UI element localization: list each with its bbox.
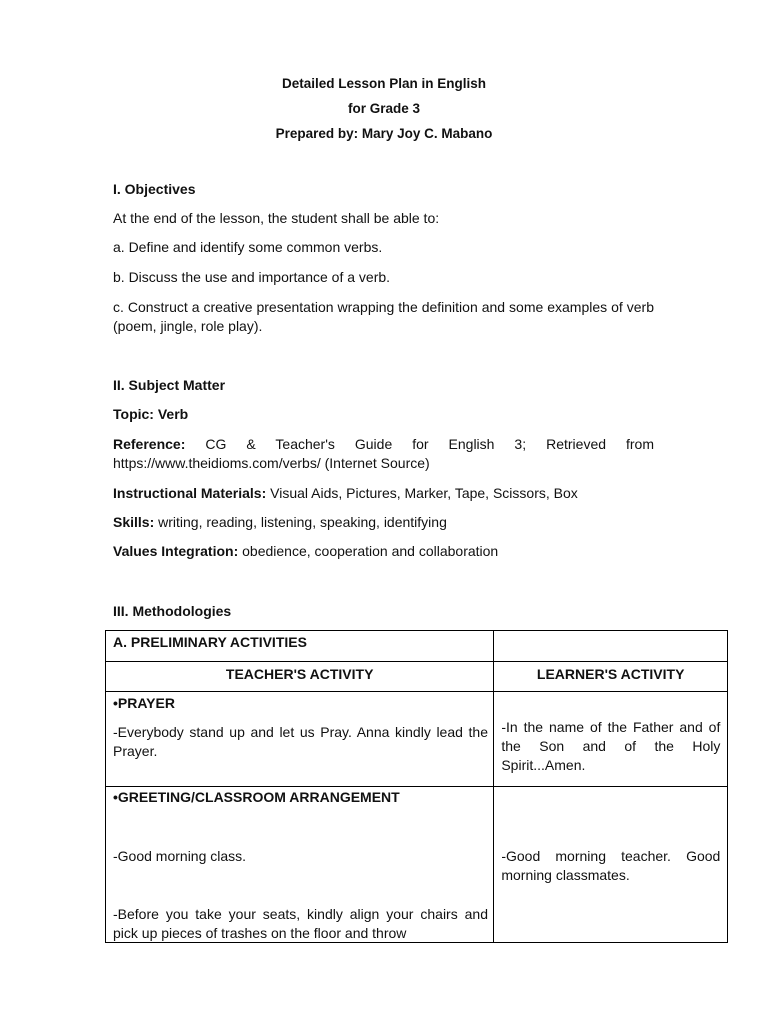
skills-text: writing, reading, listening, speaking, identifying [154,514,447,530]
table-cell [106,662,494,692]
table-cell [106,692,494,787]
skills-label: Skills: [113,514,155,530]
skills [113,513,654,532]
objective-item: a. Define and identify some common verbs. [113,239,383,255]
reference [113,435,654,473]
prayer-teacher-text: -Everybody stand up and let us Pray. Anna kindly lead the Prayer. [113,724,488,759]
table-row [106,631,728,662]
document-title: Detailed Lesson Plan in English [281,76,487,91]
grade-label: for Grade 3 [347,101,421,116]
values-label: Values Integration: [113,543,239,559]
values-text: obedience, cooperation and collaboration [238,543,499,559]
table-cell [494,662,728,692]
table-cell [494,631,728,662]
materials-label: Instructional Materials: [113,485,267,501]
methodologies-table [105,630,728,943]
instructional-materials [113,484,654,503]
teacher-activity-header: TEACHER'S ACTIVITY [225,666,374,682]
table-cell [106,631,494,662]
reference-text: CG & Teacher's Guide for English 3; Retrieved from https://www.theidioms.com/verbs/ (Internet Source) [113,436,654,471]
objectives-intro: At the end of the lesson, the student shall be able to: [113,210,440,226]
table-row [106,787,728,943]
reference-label: Reference: [113,436,186,452]
table-row [106,692,728,787]
materials-text: Visual Aids, Pictures, Marker, Tape, Scissors, Box [266,485,578,501]
prepared-by: Prepared by: Mary Joy C. Mabano [275,126,493,141]
methodologies-heading: III. Methodologies [113,603,232,619]
greeting-heading: •GREETING/CLASSROOM ARRANGEMENT [113,789,400,805]
table-cell [106,787,494,943]
greeting-learner-text: -Good morning teacher. Good morning classmates. [501,848,721,883]
topic: Topic: Verb [113,406,189,422]
objective-item: b. Discuss the use and importance of a verb. [113,269,391,285]
table-cell [494,692,728,787]
section-a-label: A. PRELIMINARY ACTIVITIES [113,634,307,650]
objective-item: c. Construct a creative presentation wrapping the definition and some examples of verb (poem, jingle, role play). [113,299,654,334]
prayer-heading: •PRAYER [113,695,175,711]
objectives-heading: I. Objectives [113,181,196,197]
greeting-teacher-text: -Good morning class. [113,848,247,864]
table-cell [494,787,728,943]
learner-activity-header: LEARNER'S ACTIVITY [536,666,685,682]
table-row [106,662,728,692]
values-integration [113,542,654,561]
subject-matter-heading: II. Subject Matter [113,377,226,393]
prayer-learner-text: -In the name of the Father and of the Son and of the Holy Spirit...Amen. [501,719,721,773]
greeting-teacher-text: -Before you take your seats, kindly align your chairs and pick up pieces of trashes on the floor and throw [113,906,488,941]
